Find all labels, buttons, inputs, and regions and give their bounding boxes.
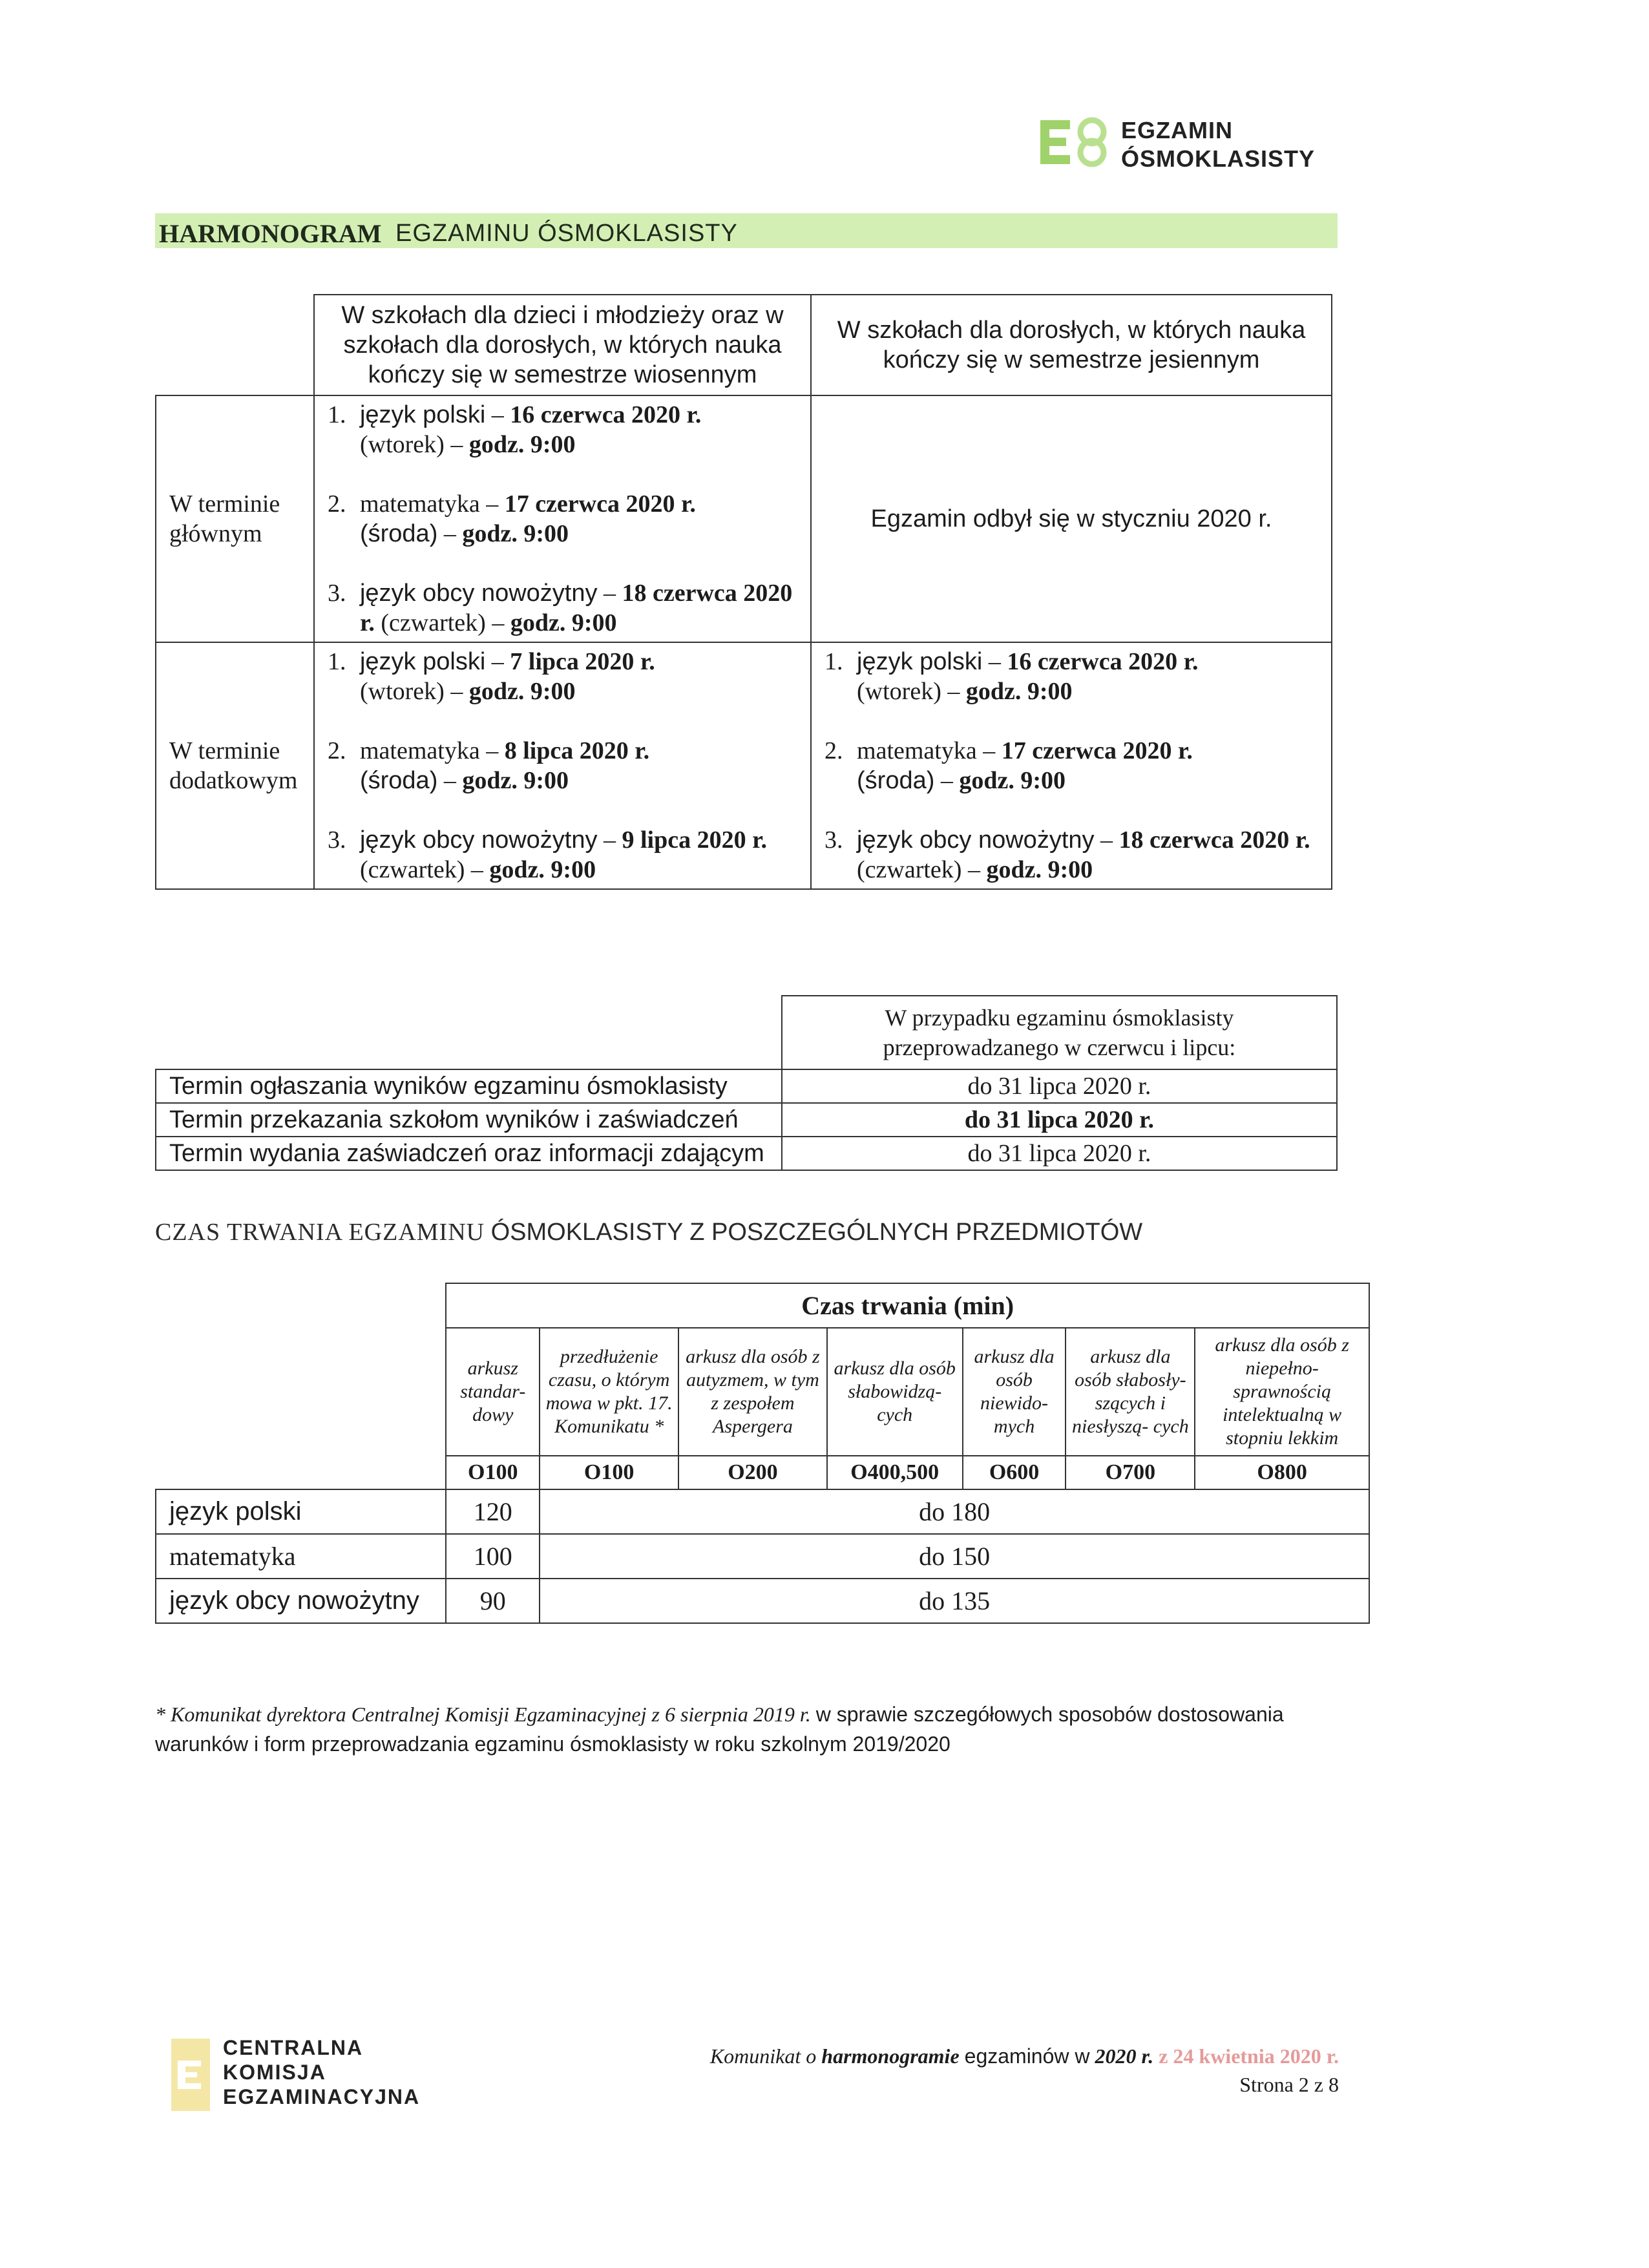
document-footer [710, 2042, 1339, 2099]
main-autumn-note: Egzamin odbył się w styczniu 2020 r. [811, 395, 1332, 642]
results-header: W przypadku egzaminu ósmoklasisty przeprowadzanego w czerwcu i lipcu: [782, 996, 1337, 1069]
footnote-part1: * Komunikat dyrektora Centralnej Komisji Egzaminacyjnej z 6 sierpnia 2019 r. [155, 1703, 811, 1726]
cke-logo-icon [171, 2039, 210, 2111]
exam-item: 3. język obcy nowożytny – 9 lipca 2020 r. (czwartek) – godz. 9:00 [327, 826, 767, 883]
cke-line-1: CENTRALNA [223, 2036, 364, 2059]
results-table [155, 995, 1338, 1171]
schedule-header-row [156, 295, 1332, 395]
column-header: arkusz dla osób z niepełno- sprawnością intelektualną w stopniu lekkim [1195, 1328, 1369, 1456]
results-label: Termin przekazania szkołom wyników i zaświadczeń [156, 1103, 782, 1137]
subject-name: matematyka [156, 1534, 446, 1579]
duration-title-part1: CZAS TRWANIA EGZAMINU [155, 1219, 485, 1246]
duration-main-header-row [156, 1283, 1369, 1328]
col-autumn-header: W szkołach dla dorosłych, w których nauka kończy się w semestrze jesiennym [811, 295, 1332, 395]
brand-line-1: EGZAMIN [1121, 117, 1233, 143]
arkusz-code: O800 [1195, 1456, 1369, 1489]
extra-autumn-cell [811, 642, 1332, 889]
arkusz-code: O400,500 [827, 1456, 963, 1489]
document-date: z 24 kwietnia 2020 r. [1159, 2044, 1339, 2068]
exam-item: 1. język polski – 16 czerwca 2020 r. (wtorek) – godz. 9:00 [824, 648, 1199, 705]
duration-codes-row [156, 1456, 1369, 1489]
subject-name: język obcy nowożytny [156, 1579, 446, 1623]
cke-line-3: EGZAMINACYJNA [223, 2085, 421, 2108]
column-header: arkusz standar- dowy [446, 1328, 540, 1456]
schedule-table [155, 294, 1332, 890]
brand-line-2: ÓSMOKLASISTY [1121, 145, 1316, 172]
page-title-bar [155, 213, 1338, 248]
standard-duration: 120 [446, 1489, 540, 1534]
exam-item: 3. język obcy nowożytny – 18 czerwca 2020 r. (czwartek) – godz. 9:00 [327, 580, 793, 636]
results-corner [156, 996, 782, 1069]
extended-duration: do 150 [540, 1534, 1369, 1579]
table-row [156, 1534, 1369, 1579]
main-term-row [156, 395, 1332, 642]
results-value: do 31 lipca 2020 r. [782, 1069, 1337, 1103]
footnote-part2: w sprawie szczegółowych sposobów dostosowania warunków i form przeprowadzania egzaminu ósmoklasisty w roku szkolnym 2019/2020 [155, 1703, 1284, 1756]
document-name: Komunikat o harmonogramie egzaminów w 2020 r. z 24 kwietnia 2020 r. [709, 2044, 1339, 2068]
page-number: Strona 2 z 8 [1239, 2073, 1339, 2096]
arkusz-code: O100 [446, 1456, 540, 1489]
duration-columns-row [156, 1328, 1369, 1456]
column-header: przedłużenie czasu, o którym mowa w pkt. 17. Komunikatu * [540, 1328, 678, 1456]
arkusz-code: O100 [540, 1456, 678, 1489]
arkusz-code: O600 [963, 1456, 1066, 1489]
column-header: arkusz dla osób niewido- mych [963, 1328, 1066, 1456]
table-row [156, 1579, 1369, 1623]
results-label: Termin ogłaszania wyników egzaminu ósmoklasisty [156, 1069, 782, 1103]
column-header: arkusz dla osób z autyzmem, w tym z zespołem Aspergera [678, 1328, 827, 1456]
cke-line-2: KOMISJA [223, 2061, 326, 2084]
extra-spring-cell [314, 642, 811, 889]
standard-duration: 90 [446, 1579, 540, 1623]
arkusz-code: O700 [1066, 1456, 1195, 1489]
extended-duration: do 135 [540, 1579, 1369, 1623]
duration-title [155, 1218, 1142, 1246]
exam-item: 3. język obcy nowożytny – 18 czerwca 2020 r. (czwartek) – godz. 9:00 [824, 826, 1310, 883]
results-header-row [156, 996, 1337, 1069]
page-title-main: HARMONOGRAM [159, 219, 382, 248]
table-row [156, 1489, 1369, 1534]
e8-logo-icon [1040, 116, 1111, 168]
results-value: do 31 lipca 2020 r. [782, 1103, 1337, 1137]
exam-item: 2. matematyka – 17 czerwca 2020 r. (środa) – godz. 9:00 [824, 737, 1193, 794]
exam-item: 1. język polski – 16 czerwca 2020 r. (wtorek) – godz. 9:00 [327, 401, 702, 458]
extra-term-label: W terminie dodatkowym [156, 642, 314, 889]
exam-item: 2. matematyka – 8 lipca 2020 r. (środa) – godz. 9:00 [327, 737, 650, 794]
duration-table [155, 1283, 1370, 1624]
cke-name [223, 2035, 420, 2109]
subject-name: język polski [156, 1489, 446, 1534]
table-row [156, 1137, 1337, 1170]
results-value: do 31 lipca 2020 r. [782, 1137, 1337, 1170]
extra-term-row [156, 642, 1332, 889]
brand-name [1121, 116, 1315, 173]
page-title-rest: EGZAMINU ÓSMOKLASISTY [395, 220, 738, 247]
col-spring-header: W szkołach dla dzieci i młodzieży oraz w szkołach dla dorosłych, w których nauka kończy się w semestrze wiosennym [314, 295, 811, 395]
footnote [155, 1699, 1338, 1759]
standard-duration: 100 [446, 1534, 540, 1579]
results-label: Termin wydania zaświadczeń oraz informacji zdającym [156, 1137, 782, 1170]
duration-title-part2: ÓSMOKLASISTY Z POSZCZEGÓLNYCH PRZEDMIOTÓW [490, 1219, 1143, 1246]
column-header: arkusz dla osób słabowidzą- cych [827, 1328, 963, 1456]
schedule-corner [156, 295, 314, 395]
column-header: arkusz dla osób słabosły- szących i niesłyszą- cych [1066, 1328, 1195, 1456]
duration-main-header: Czas trwania (min) [446, 1283, 1369, 1328]
exam-item: 2. matematyka – 17 czerwca 2020 r. (środa) – godz. 9:00 [327, 490, 696, 547]
main-spring-cell [314, 395, 811, 642]
arkusz-code: O200 [678, 1456, 827, 1489]
table-row [156, 1103, 1337, 1137]
extended-duration: do 180 [540, 1489, 1369, 1534]
main-term-label: W terminie głównym [156, 395, 314, 642]
table-row [156, 1069, 1337, 1103]
exam-item: 1. język polski – 7 lipca 2020 r. (wtorek) – godz. 9:00 [327, 648, 655, 705]
